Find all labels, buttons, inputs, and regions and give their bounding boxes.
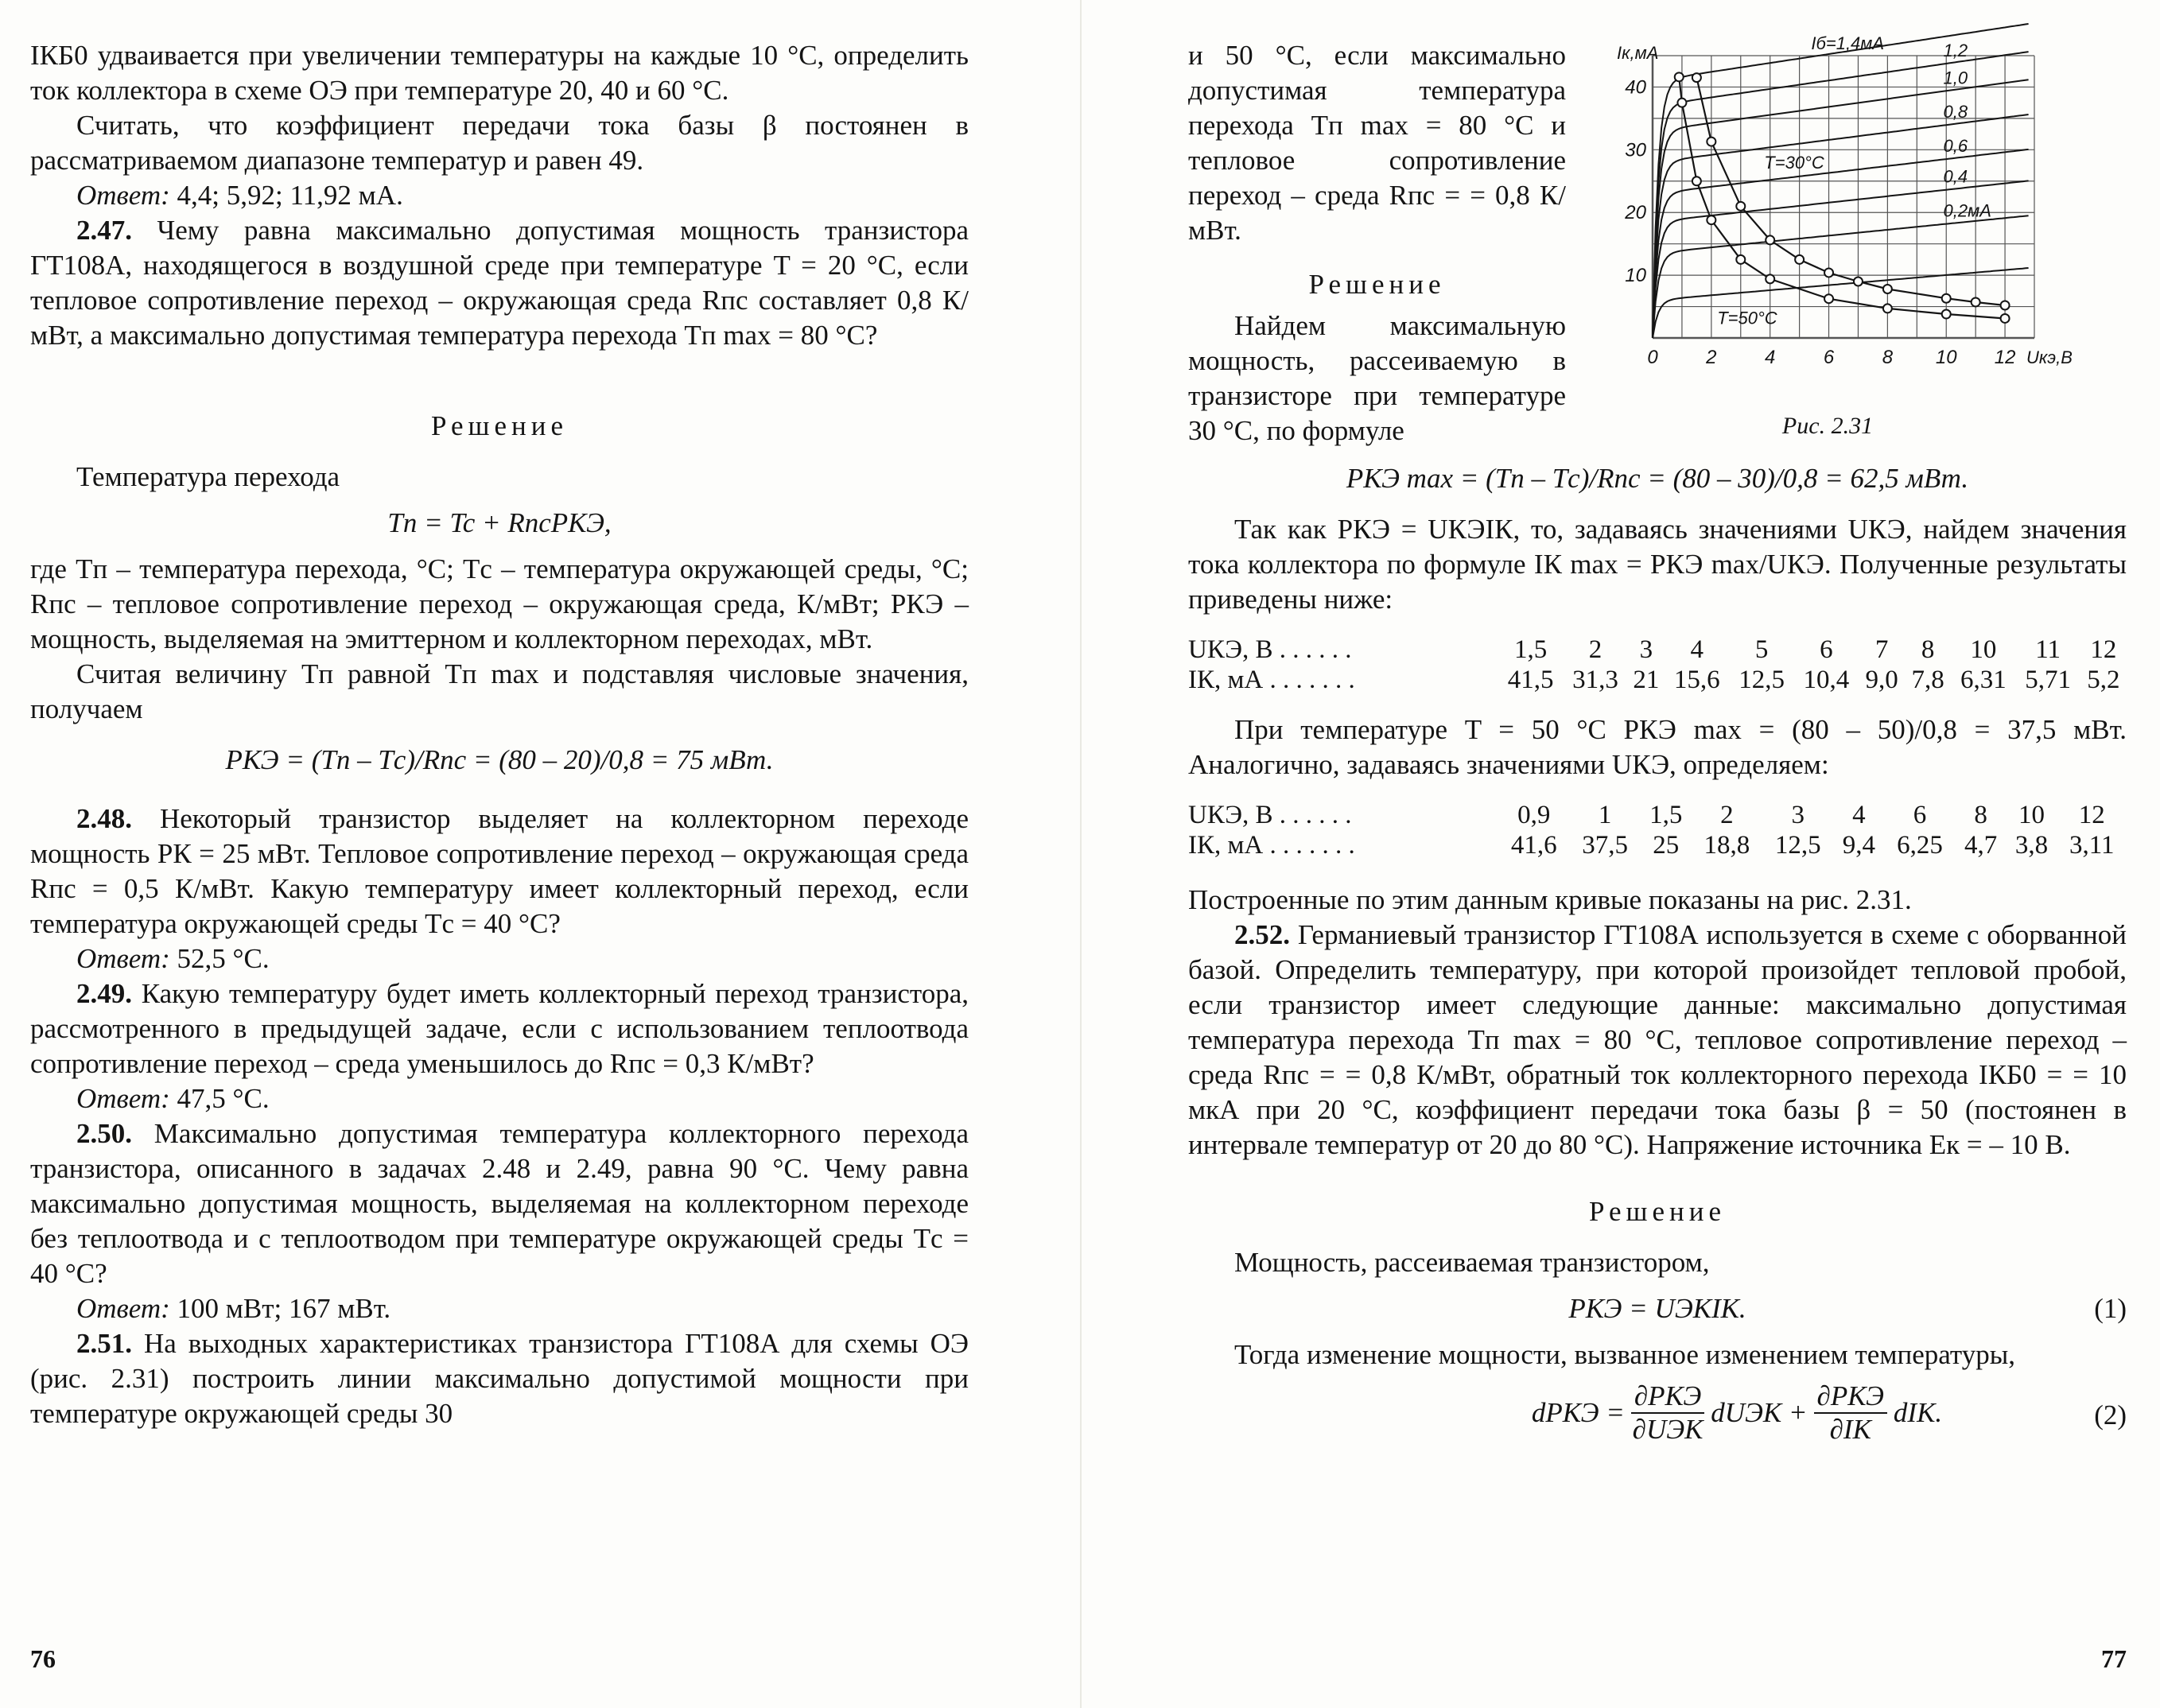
problem-text: Некоторый транзистор выделяет на коллекторном переходе мощность PК = 25 мВт. Тепловое сопротивление переход – окружающая среда Rпс = 0,5 К/мВт. Какую температуру имеет коллекторный переход, если температура окружающей среды Tс = 40 °С? bbox=[30, 803, 969, 939]
table-cell: 2 bbox=[1588, 635, 1603, 664]
y-tick-label: 20 bbox=[1625, 202, 1646, 224]
paragraph: При температуре T = 50 °С PКЭ max = (80 – 50)/0,8 = 37,5 мВт. Аналогично, задаваясь значениями UКЭ, определяем: bbox=[1188, 714, 2127, 780]
table-cell: 6,31 bbox=[1960, 666, 2007, 694]
answer-label: Ответ: bbox=[76, 1083, 170, 1114]
data-point bbox=[1795, 255, 1804, 264]
data-point bbox=[2001, 314, 2010, 323]
paragraph: Считая величину Tп равной Tп max и подставляя числовые значения, получаем bbox=[30, 658, 969, 724]
x-tick-label: 2 bbox=[1706, 347, 1717, 368]
paragraph: Мощность, рассеиваемая транзистором, bbox=[1234, 1247, 1710, 1278]
table-cell: 11 bbox=[2035, 635, 2061, 664]
answer-label: Ответ: bbox=[76, 1293, 170, 1324]
answer-value: 100 мВт; 167 мВт. bbox=[169, 1293, 391, 1324]
table-cell: 9,0 bbox=[1865, 666, 1898, 694]
table-cell: 4 bbox=[1852, 801, 1866, 829]
section-heading: Решение bbox=[1588, 1196, 1727, 1227]
family-label: 1,2 bbox=[1943, 41, 1968, 61]
table-cell: 41,6 bbox=[1510, 831, 1557, 860]
paragraph: IКБ0 удваивается при увеличении температуры на каждые 10 °С, определить ток коллектора в схеме ОЭ при температуре 20, 40 и 60 °С. bbox=[30, 40, 969, 106]
table-cell: 3,8 bbox=[2014, 831, 2049, 860]
output-characteristics-chart bbox=[1605, 33, 2073, 394]
problem-2-51 bbox=[30, 1326, 969, 1431]
family-label: 0,2мА bbox=[1943, 200, 1991, 221]
table-cell: 5,2 bbox=[2087, 666, 2120, 694]
section-heading: Решение bbox=[430, 410, 569, 441]
table-cell: 4,7 bbox=[1964, 831, 1998, 860]
problem-text: Максимально допустимая температура коллекторного перехода транзистора, описанного в задачах 2.48 и 2.49, равна 90 °С. Чему равна максимально допустимая мощность, выделяемая на коллекторном переходе без теплоотвода и с теплоотводом при температуре окружающей среды Tс = 40 °С? bbox=[30, 1118, 969, 1289]
table-cell: 7 bbox=[1874, 635, 1889, 664]
formula-part: dPКЭ = bbox=[1531, 1397, 1625, 1428]
data-point bbox=[1883, 304, 1892, 312]
table-cell: 9,4 bbox=[1842, 831, 1876, 860]
problem-number: 2.49. bbox=[76, 978, 132, 1009]
table-cell: 25 bbox=[1653, 831, 1680, 860]
paragraph: Так как PКЭ = UКЭIК, то, задаваясь значениями UКЭ, найдем значения тока коллектора по формуле IК max = PКЭ max/UКЭ. Полученные результаты приведены ниже: bbox=[1188, 514, 2127, 615]
formula-2 bbox=[1188, 1380, 2127, 1446]
table-cell: 3 bbox=[1639, 635, 1653, 664]
paragraph: Тогда изменение мощности, вызванное изменением температуры, bbox=[1234, 1339, 2015, 1370]
data-point bbox=[1766, 235, 1774, 244]
answer-label: Ответ: bbox=[76, 180, 170, 211]
x-tick-label: 6 bbox=[1823, 347, 1835, 368]
table-row bbox=[1188, 665, 2127, 695]
paragraph: Считать, что коэффициент передачи тока базы β постоянен в рассматриваемом диапазоне температур и равен 49. bbox=[30, 110, 969, 176]
section-heading: Решение bbox=[1308, 269, 1446, 300]
y-tick-label: 30 bbox=[1625, 139, 1646, 161]
problem-number: 2.51. bbox=[76, 1328, 132, 1359]
table-row bbox=[1188, 830, 2127, 860]
page-number: 76 bbox=[30, 1644, 56, 1673]
family-label: 0,4 bbox=[1943, 166, 1968, 187]
formula-part: dIК. bbox=[1893, 1397, 1943, 1428]
table-cell: 5 bbox=[1754, 635, 1769, 664]
table-cell: 31,3 bbox=[1572, 666, 1618, 694]
data-point bbox=[1942, 294, 1951, 303]
page-number: 77 bbox=[2101, 1644, 2127, 1673]
problem-number: 2.48. bbox=[76, 803, 132, 834]
data-point bbox=[1692, 177, 1701, 185]
family-label: 0,8 bbox=[1943, 102, 1968, 122]
row-label: IК, мА . . . . . . . bbox=[1188, 666, 1355, 694]
fraction bbox=[1814, 1380, 1887, 1446]
x-tick-label: 4 bbox=[1765, 347, 1776, 368]
data-point bbox=[1675, 72, 1684, 81]
paragraph-text: Найдем максимальную мощность, рассеиваемую в транзисторе при температуре 30 °С, по формуле bbox=[1188, 310, 1566, 446]
figure-2-31 bbox=[1605, 33, 2073, 444]
answer-line bbox=[30, 178, 969, 213]
problem-2-48 bbox=[30, 802, 969, 941]
data-point bbox=[1854, 278, 1863, 286]
formula: PКЭ = (Tп – Tс)/Rпс = (80 – 20)/0,8 = 75 мВт. bbox=[225, 744, 774, 775]
table-cell: 15,6 bbox=[1673, 666, 1720, 694]
x-axis-label: Uкэ,В bbox=[2026, 347, 2073, 367]
table-cell: 3 bbox=[1791, 801, 1805, 829]
problem-number: 2.47. bbox=[76, 215, 132, 246]
table-cell: 6 bbox=[1913, 801, 1927, 829]
paragraph: где Tп – температура перехода, °С; Tс – температура окружающей среды, °С; Rпс – тепловое сопротивление переход – окружающая среда, К/мВт; PКЭ – мощность, выделяемая на эмиттерном и коллекторном переходах, мВт. bbox=[30, 553, 969, 654]
table-cell: 41,5 bbox=[1507, 666, 1554, 694]
table-cell: 6,25 bbox=[1897, 831, 1943, 860]
answer-line bbox=[30, 1081, 969, 1116]
table-cell: 4 bbox=[1690, 635, 1704, 664]
table-cell: 12,5 bbox=[1738, 666, 1785, 694]
y-tick-label: 40 bbox=[1625, 76, 1646, 99]
row-label: UКЭ, В . . . . . . bbox=[1188, 801, 1352, 829]
data-point bbox=[2001, 301, 2010, 309]
numerator: ∂PКЭ bbox=[1631, 1380, 1704, 1414]
data-point bbox=[1692, 73, 1701, 82]
problem-text: Германиевый транзистор ГТ108А используется в схеме с оборванной базой. Определить температуру, при которой произойдет тепловой пробой, если транзистор имеет следующие данные: максимально допустимая температура перехода Tп max = 80 °С, тепловое сопротивление переход – среда Rпс = = 0,8 К/мВт, обратный ток коллекторного перехода IКБ0 = = 10 мкА при 20 °С, коэффициент передачи тока базы β = 50 (постоянен в интервале температур от 20 до 80 °С). Напряжение источника Eк = – 10 В. bbox=[1188, 919, 2127, 1160]
data-point bbox=[1677, 99, 1686, 107]
x-tick-label: 0 bbox=[1647, 347, 1658, 368]
series-label: T=30°C bbox=[1764, 153, 1824, 173]
table-cell: 0,9 bbox=[1517, 801, 1551, 829]
table-cell: 12,5 bbox=[1774, 831, 1821, 860]
family-label: Iб=1,4мА bbox=[1811, 33, 1885, 53]
data-table-30c bbox=[1188, 635, 2127, 695]
table-cell: 18,8 bbox=[1704, 831, 1750, 860]
data-point bbox=[1972, 297, 1980, 306]
equation-number: (2) bbox=[2094, 1399, 2127, 1430]
table-cell: 37,5 bbox=[1582, 831, 1628, 860]
answer-value: 47,5 °С. bbox=[169, 1083, 270, 1114]
right-page bbox=[1080, 0, 2160, 1708]
data-point bbox=[1707, 138, 1715, 146]
table-row bbox=[1188, 800, 2127, 830]
formula-1 bbox=[1188, 1291, 2127, 1326]
table-cell: 1,5 bbox=[1514, 635, 1548, 664]
paragraph: Построенные по этим данным кривые показаны на рис. 2.31. bbox=[1188, 884, 1912, 915]
table-cell: 1 bbox=[1598, 801, 1612, 829]
problem-2-52 bbox=[1188, 918, 2127, 1163]
data-table-50c bbox=[1188, 800, 2127, 860]
problem-number: 2.52. bbox=[1234, 919, 1290, 950]
problem-2-50 bbox=[30, 1116, 969, 1291]
answer-value: 52,5 °С. bbox=[169, 943, 270, 974]
table-cell: 3,11 bbox=[2069, 831, 2115, 860]
formula-part: dUЭК + bbox=[1711, 1397, 1808, 1428]
x-tick-label: 10 bbox=[1935, 347, 1957, 368]
problem-text: Чему равна максимально допустимая мощность транзистора ГТ108А, находящегося в воздушной среде при температуре T = 20 °С, если тепловое сопротивление переход – окружающая среда Rпс составляет 0,8 К/мВт, а максимально допустимая температура перехода Tп max = 80 °С? bbox=[30, 215, 969, 351]
family-label: 1,0 bbox=[1943, 68, 1968, 88]
problem-2-49 bbox=[30, 976, 969, 1081]
data-point bbox=[1736, 255, 1745, 264]
data-point bbox=[1707, 215, 1715, 224]
answer-label: Ответ: bbox=[76, 943, 170, 974]
table-cell: 1,5 bbox=[1649, 801, 1683, 829]
data-point bbox=[1736, 202, 1745, 211]
table-cell: 8 bbox=[1974, 801, 1987, 829]
formula: PКЭ = UЭКIК. bbox=[1568, 1293, 1746, 1324]
formula: Tп = Tc + RпсPКЭ, bbox=[387, 507, 612, 538]
y-tick-label: 10 bbox=[1625, 265, 1646, 287]
y-axis-label: Iк,мА bbox=[1617, 43, 1659, 63]
table-cell: 21 bbox=[1633, 666, 1660, 694]
row-label: UКЭ, В . . . . . . bbox=[1188, 635, 1352, 664]
table-cell: 12 bbox=[2090, 635, 2117, 664]
denominator: ∂UЭК bbox=[1632, 1414, 1704, 1445]
fraction bbox=[1631, 1380, 1704, 1446]
answer-line bbox=[30, 941, 969, 976]
data-point bbox=[1766, 274, 1774, 283]
series-label: T=50°C bbox=[1717, 308, 1777, 328]
table-cell: 5,71 bbox=[2025, 666, 2072, 694]
x-tick-label: 8 bbox=[1882, 347, 1894, 368]
answer-value: 4,4; 5,92; 11,92 мА. bbox=[169, 180, 403, 211]
table-cell: 7,8 bbox=[1911, 666, 1944, 694]
table-cell: 10 bbox=[2018, 801, 2045, 829]
problem-text: На выходных характеристиках транзистора ГТ108А для схемы ОЭ (рис. 2.31) построить линии максимально допустимой мощности при температуре окружающей среды 30 bbox=[30, 1328, 969, 1429]
table-cell: 12 bbox=[2078, 801, 2105, 829]
table-cell: 10 bbox=[1970, 635, 1997, 664]
equation-number: (1) bbox=[2094, 1293, 2127, 1324]
figure-caption: Рис. 2.31 bbox=[1781, 413, 1874, 439]
data-point bbox=[1824, 268, 1833, 277]
table-cell: 6 bbox=[1820, 635, 1833, 664]
left-column bbox=[30, 38, 969, 1431]
paragraph: Температура перехода bbox=[76, 461, 340, 492]
table-cell: 10,4 bbox=[1803, 666, 1850, 694]
answer-line bbox=[30, 1291, 969, 1326]
table-cell: 2 bbox=[1720, 801, 1734, 829]
family-label: 0,6 bbox=[1943, 136, 1968, 157]
numerator: ∂PКЭ bbox=[1814, 1380, 1887, 1414]
data-point bbox=[1824, 294, 1833, 303]
problem-2-47 bbox=[30, 213, 969, 353]
data-point bbox=[1883, 285, 1892, 293]
denominator: ∂IК bbox=[1829, 1414, 1871, 1445]
problem-number: 2.50. bbox=[76, 1118, 132, 1149]
x-tick-label: 12 bbox=[1994, 347, 2016, 368]
problem-text: Какую температуру будет иметь коллекторный переход транзистора, рассмотренного в предыдущей задаче, если с использованием теплоотвода сопротивление переход – среда уменьшилось до Rпс = 0,3 К/мВт? bbox=[30, 978, 969, 1079]
row-label: IК, мА . . . . . . . bbox=[1188, 831, 1355, 860]
data-point bbox=[1942, 310, 1951, 319]
table-row bbox=[1188, 635, 2127, 665]
paragraph: и 50 °С, если максимально допустимая температура перехода Tп max = 80 °С и тепловое сопротивление переход – среда Rпс = = 0,8 К/мВт. bbox=[1188, 40, 1566, 246]
formula: PКЭ max = (Tп – Tс)/Rпс = (80 – 30)/0,8 = 62,5 мВт. bbox=[1346, 463, 1969, 494]
table-cell: 8 bbox=[1921, 635, 1935, 664]
